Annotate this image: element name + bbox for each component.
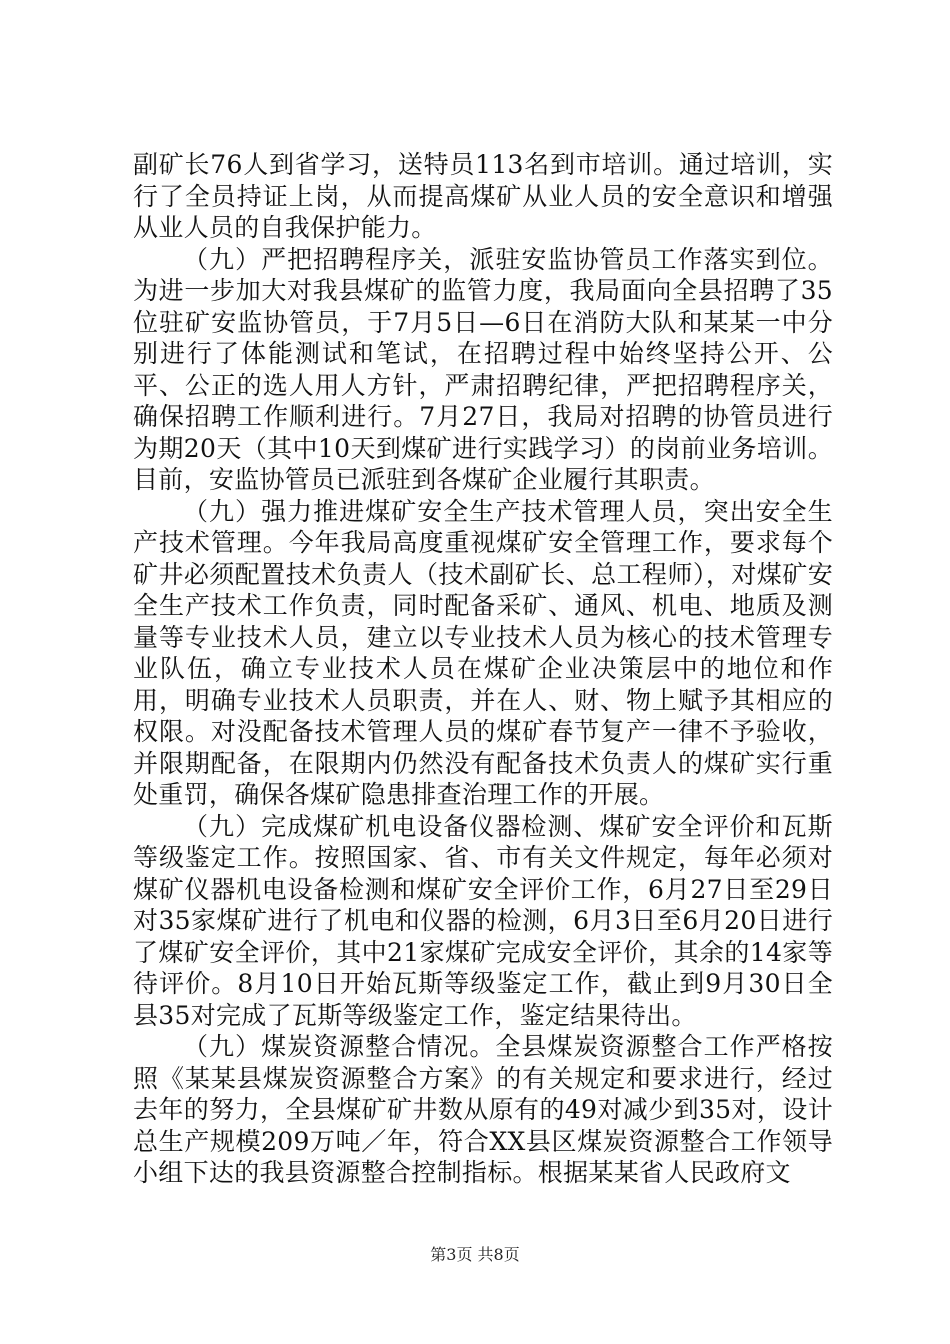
- paragraph-resource-integration: （九）煤炭资源整合情况。全县煤炭资源整合工作严格按照《某某县煤炭资源整合方案》的有关规定和要求进行，经过去年的努力，全县煤矿矿井数从原有的49对减少到35对，设计总生产规模209万吨／年，符合XX县区煤炭资源整合工作领导小组下达的我县资源整合控制指标。根据某某省人民政府文: [133, 1032, 833, 1187]
- page-footer: [0, 1245, 950, 1265]
- paragraph-recruitment: （九）严把招聘程序关，派驻安监协管员工作落实到位。为进一步加大对我县煤矿的监管力度，我局面向全县招聘了35位驻矿安监协管员，于7月5日—6日在消防大队和某某一中分别进行了体能测试和笔试，在招聘过程中始终坚持公开、公平、公正的选人用人方针，严肃招聘纪律，严把招聘程序关，确保招聘工作顺利进行。7月27日，我局对招聘的协管员进行为期20天（其中10天到煤矿进行实践学习）的岗前业务培训。目前，安监协管员已派驻到各煤矿企业履行其职责。: [133, 244, 833, 494]
- paragraph-equipment-inspection: （九）完成煤矿机电设备仪器检测、煤矿安全评价和瓦斯等级鉴定工作。按照国家、省、市有关文件规定，每年必须对煤矿仪器机电设备检测和煤矿安全评价工作，6月27日至29日对35家煤矿进行了机电和仪器的检测，6月3日至6月20日进行了煤矿安全评价，其中21家煤矿完成安全评价，其余的14家等待评价。8月10日开始瓦斯等级鉴定工作，截止到9月30日全县35对完成了瓦斯等级鉴定工作，鉴定结果待出。: [133, 811, 833, 1030]
- page-number: 第3页 共8页: [430, 1245, 520, 1264]
- document-body: [133, 149, 833, 1189]
- paragraph-technical-management: （九）强力推进煤矿安全生产技术管理人员，突出安全生产技术管理。今年我局高度重视煤矿安全管理工作，要求每个矿井必须配置技术负责人（技术副矿长、总工程师），对煤矿安全生产技术工作负责，同时配备采矿、通风、机电、地质及测量等专业技术人员，建立以专业技术人员为核心的技术管理专业队伍，确立专业技术人员在煤矿企业决策层中的地位和作用，明确专业技术人员职责，并在人、财、物上赋予其相应的权限。对没配备技术管理人员的煤矿春节复产一律不予验收，并限期配备，在限期内仍然没有配备技术负责人的煤矿实行重处重罚，确保各煤矿隐患排查治理工作的开展。: [133, 496, 833, 809]
- paragraph-training: 副矿长76人到省学习，送特员113名到市培训。通过培训，实行了全员持证上岗，从而提高煤矿从业人员的安全意识和增强从业人员的自我保护能力。: [133, 150, 833, 242]
